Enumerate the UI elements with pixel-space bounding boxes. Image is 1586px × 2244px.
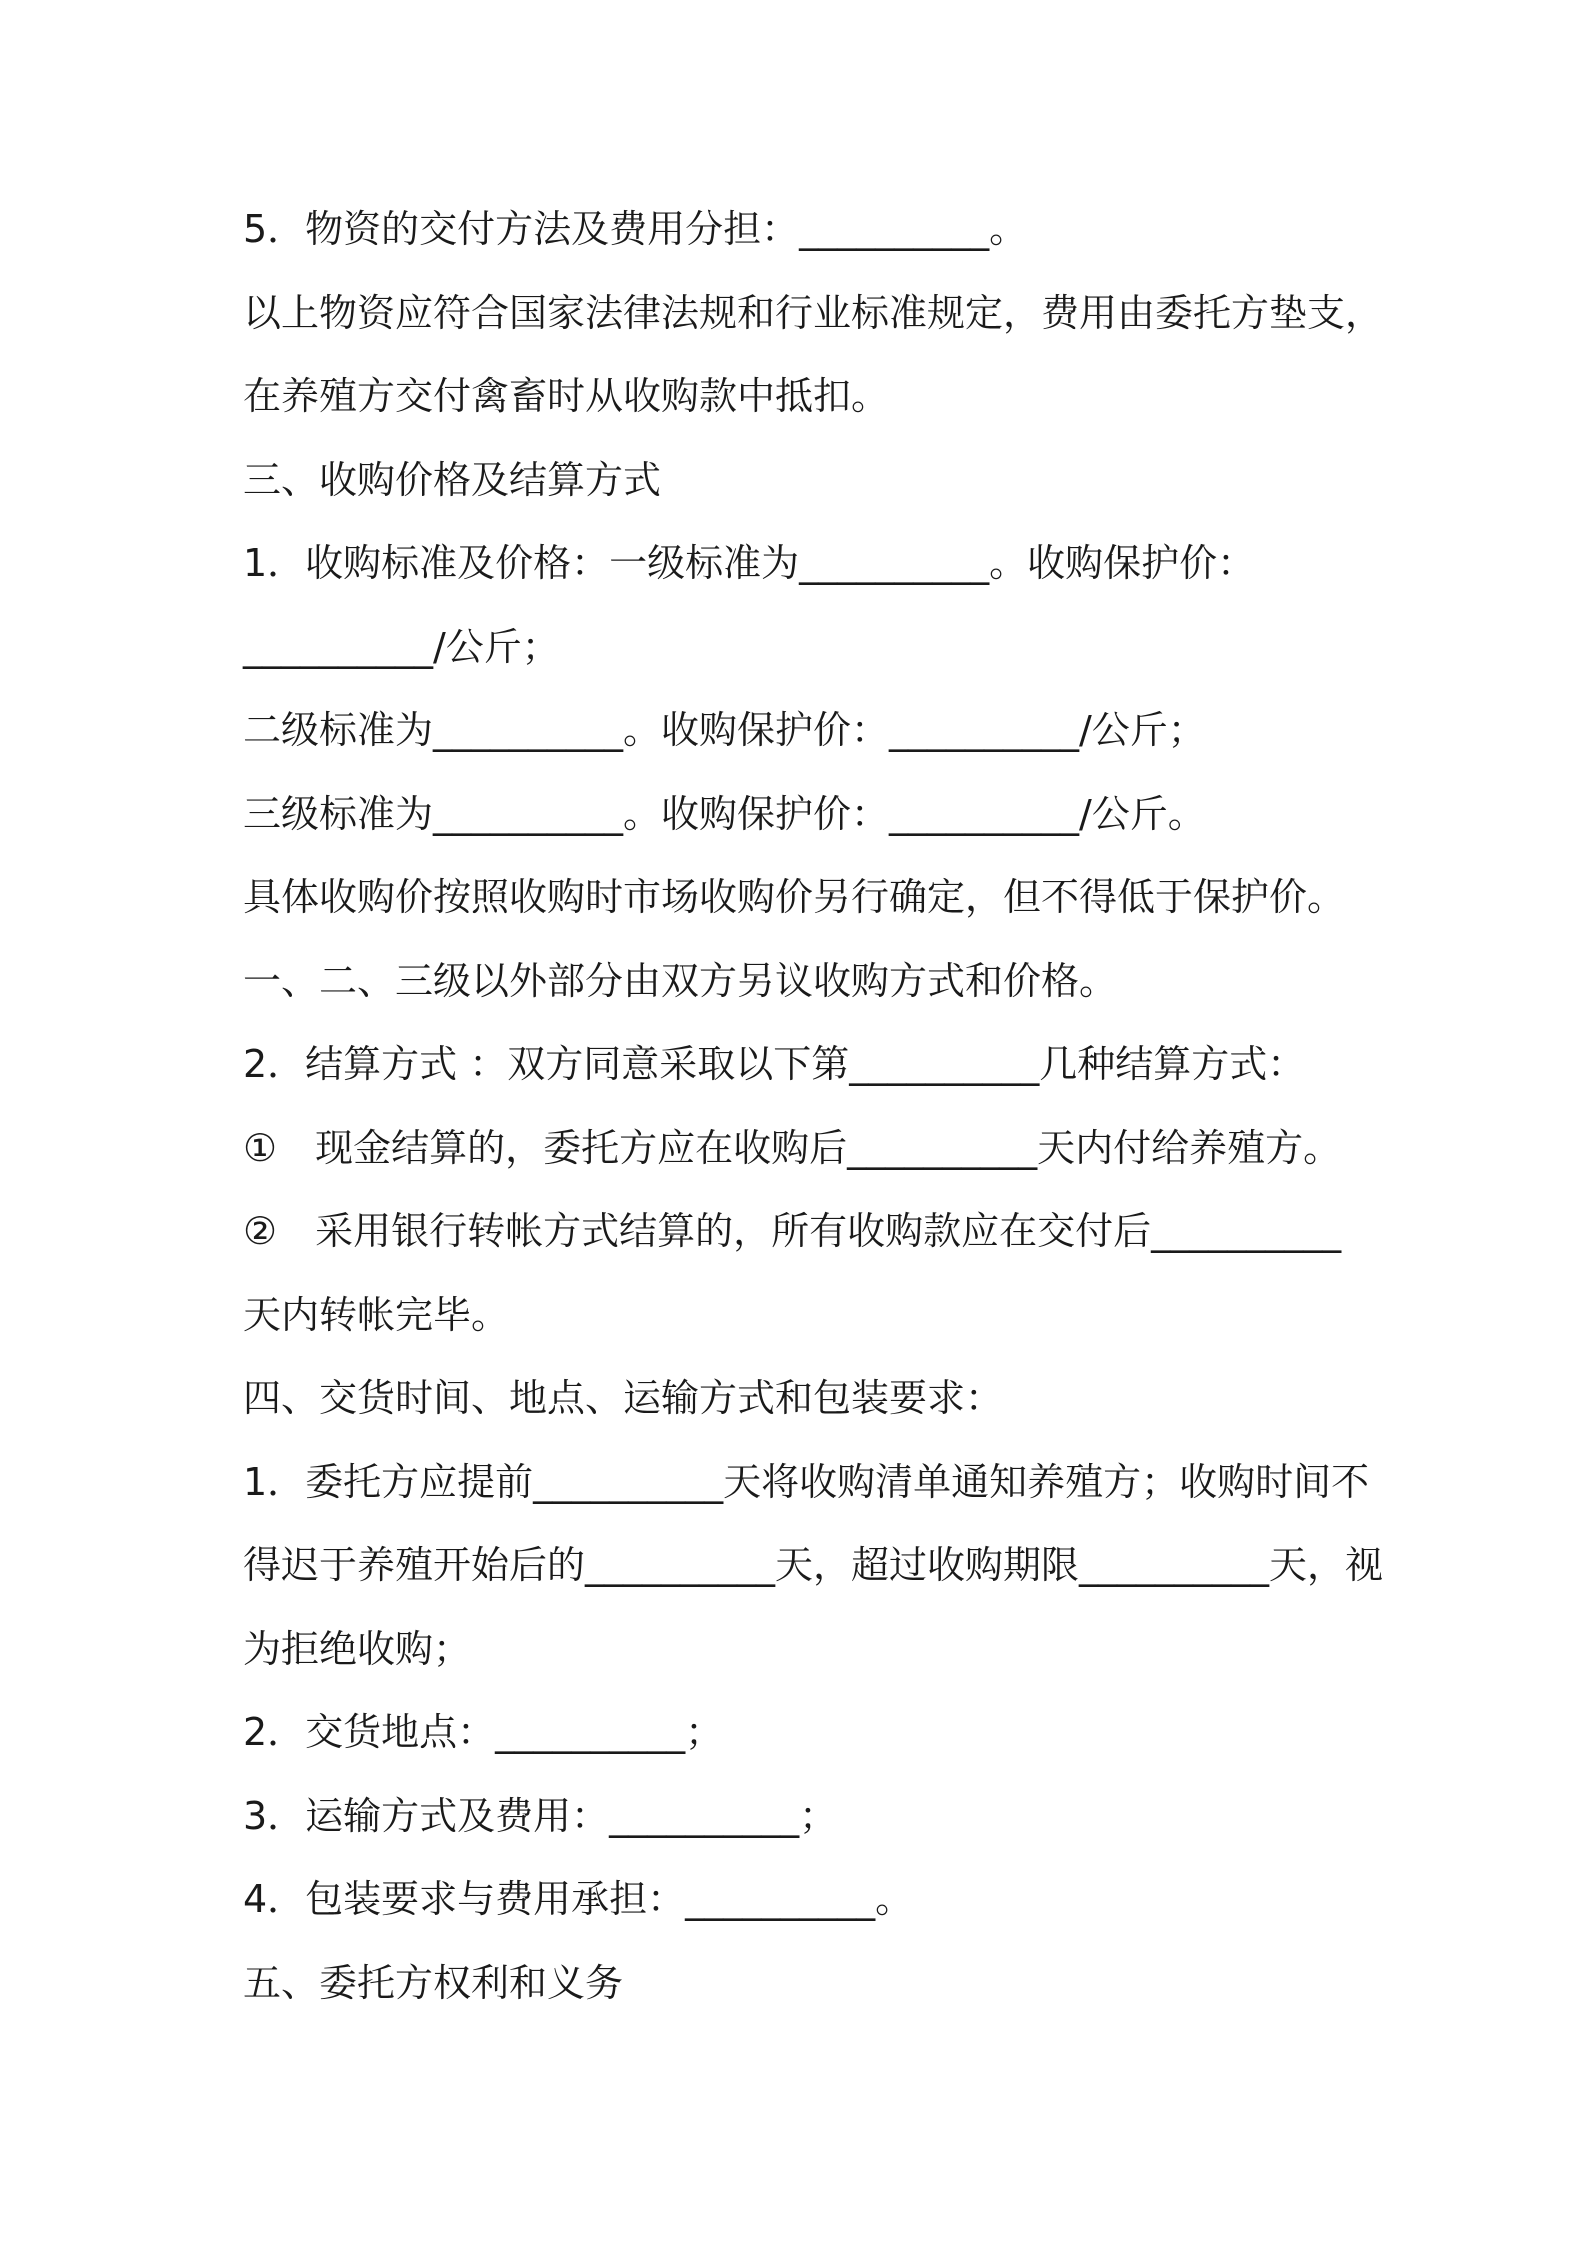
- text-line: 1．委托方应提前__________天将收购清单通知养殖方；收购时间不: [243, 1460, 1370, 1504]
- text-line: 为拒绝收购；: [243, 1627, 472, 1671]
- section-heading: 五、委托方权利和义务: [243, 1961, 624, 2005]
- section-heading: 三、收购价格及结算方式: [243, 458, 662, 502]
- section-heading: 四、交货时间、地点、运输方式和包装要求：: [243, 1376, 1004, 1420]
- text-line: 2．结算方式 ：双方同意采取以下第__________几种结算方式：: [243, 1042, 1306, 1086]
- text-line: 5．物资的交付方法及费用分担：__________。: [243, 207, 1028, 251]
- text-line: 得迟于养殖开始后的__________天，超过收购期限__________天，视: [243, 1543, 1384, 1587]
- text-line: 1．收购标准及价格：一级标准为__________。收购保护价：: [243, 541, 1256, 585]
- text-line: ② 采用银行转帐方式结算的，所有收购款应在交付后__________: [243, 1209, 1342, 1253]
- text-line: 天内转帐完毕。: [243, 1293, 510, 1337]
- text-line: 二级标准为__________。收购保护价：__________/公斤；: [243, 708, 1206, 752]
- text-line: 4．包装要求与费用承担：__________。: [243, 1877, 914, 1921]
- text-line: 3．运输方式及费用：__________；: [243, 1794, 838, 1838]
- text-line: 三级标准为__________。收购保护价：__________/公斤。: [243, 792, 1206, 836]
- text-line: 在养殖方交付禽畜时从收购款中抵扣。: [243, 374, 890, 418]
- text-line: __________/公斤；: [243, 625, 560, 669]
- text-line: 一、二、三级以外部分由双方另议收购方式和价格。: [243, 959, 1118, 1003]
- text-line: 2．交货地点：__________；: [243, 1710, 724, 1754]
- text-line: 具体收购价按照收购时市场收购价另行确定，但不得低于保护价。: [243, 875, 1346, 919]
- text-line: 以上物资应符合国家法律法规和行业标准规定，费用由委托方垫支，: [243, 291, 1384, 335]
- text-line: ① 现金结算的，委托方应在收购后__________天内付给养殖方。: [243, 1126, 1342, 1170]
